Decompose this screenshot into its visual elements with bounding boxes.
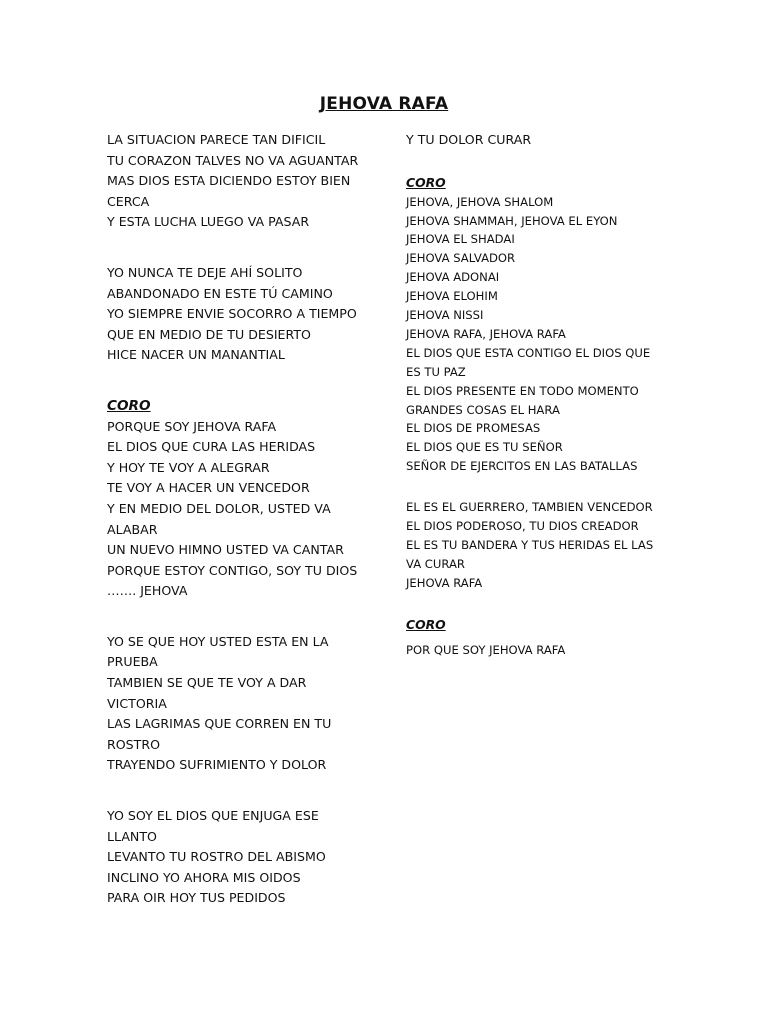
lyric-line: Y HOY TE VOY A ALEGRAR [107,459,270,475]
lyric-line: YO SIEMPRE ENVIE SOCORRO A TIEMPO [107,306,357,322]
lyric-line: JEHOVA RAFA [406,575,483,590]
lyric-line: YO SE QUE HOY USTED ESTA EN LA PRUEBA [107,633,329,670]
lyric-line: EL DIOS QUE ES TU SEÑOR [406,440,563,455]
lyric-line: PARA OIR HOY TUS PEDIDOS [107,890,286,906]
verse-block [107,632,365,776]
chorus-heading: CORO [107,397,151,414]
lyric-line: Y TU DOLOR CURAR [406,132,532,147]
right-column [406,130,668,660]
lyric-line: HICE NACER UN MANANTIAL [107,347,285,363]
lyric-line: JEHOVA EL SHADAI [406,232,515,247]
lyric-line: MAS DIOS ESTA DICIENDO ESTOY BIEN CERCA [107,173,351,209]
lyric-line: PORQUE ESTOY CONTIGO, SOY TU DIOS [107,562,358,578]
lyric-line: JEHOVA, JEHOVA SHALOM [406,194,554,209]
lyric-line: QUE EN MEDIO DE TU DESIERTO [107,326,311,342]
verse-block [107,130,365,233]
page-title: JEHOVA RAFA [319,94,449,114]
lyric-line: LA SITUACION PARECE TAN DIFICIL [107,132,326,147]
lyric-line: EL ES TU BANDERA Y TUS HERIDAS EL LAS VA CURAR [406,538,654,571]
lyric-line: JEHOVA RAFA, JEHOVA RAFA [406,326,566,341]
lyric-line: TAMBIEN SE QUE TE VOY A DAR VICTORIA [107,675,307,711]
lyric-line: TE VOY A HACER UN VENCEDOR [107,480,310,496]
lyric-line: LEVANTO TU ROSTRO DEL ABISMO [107,849,326,865]
chorus-heading: CORO [406,174,446,190]
lyric-line: JEHOVA SALVADOR [406,251,516,266]
lyric-line: Y ESTA LUCHA LUEGO VA PASAR [107,214,310,230]
lyric-line: JEHOVA ELOHIM [406,289,498,304]
lyric-line: GRANDES COSAS EL HARA [406,402,560,417]
lyric-line: LAS LAGRIMAS QUE CORREN EN TU ROSTRO [107,716,332,752]
lyric-line: YO NUNCA TE DEJE AHÍ SOLITO [107,264,303,280]
lyric-line: EL DIOS QUE CURA LAS HERIDAS [107,439,316,455]
verse-block [107,263,365,366]
lyric-line: EL DIOS PRESENTE EN TODO MOMENTO [406,383,639,398]
lyric-line: TRAYENDO SUFRIMIENTO Y DOLOR [107,757,327,773]
lyric-line: EL DIOS DE PROMESAS [406,421,541,436]
lyric-line: YO SOY EL DIOS QUE ENJUGA ESE LLANTO [107,808,319,844]
chorus-block [107,417,365,602]
lyric-line: ……. JEHOVA [107,583,188,599]
chorus-heading: CORO [406,616,446,632]
lyric-line: EL ES EL GUERRERO, TAMBIEN VENCEDOR [406,500,653,515]
lyric-line: ABANDONADO EN ESTE TÚ CAMINO [107,285,333,301]
final-block [406,641,668,660]
lyric-line: EL DIOS QUE ESTA CONTIGO EL DIOS QUE ES TU PAZ [406,345,651,379]
lyric-line: SEÑOR DE EJERCITOS EN LAS BATALLAS [406,459,638,474]
lyric-line: TU CORAZON TALVES NO VA AGUANTAR [107,152,359,168]
left-column [107,130,365,909]
chorus-block [406,193,668,477]
lyric-line: JEHOVA ADONAI [406,270,500,285]
lyric-line: INCLINO YO AHORA MIS OIDOS [107,869,301,885]
lyric-line: POR QUE SOY JEHOVA RAFA [406,642,566,657]
lyric-line: Y EN MEDIO DEL DOLOR, USTED VA ALABAR [107,500,331,537]
verse-block [107,806,365,909]
lyric-line: JEHOVA NISSI [406,308,484,323]
lyric-line: JEHOVA SHAMMAH, JEHOVA EL EYON [406,213,618,228]
lyric-line: UN NUEVO HIMNO USTED VA CANTAR [107,542,344,558]
lyric-line: EL DIOS PODEROSO, TU DIOS CREADOR [406,519,639,534]
verse-block [406,498,668,593]
lyric-line: PORQUE SOY JEHOVA RAFA [107,418,277,434]
verse-block [406,130,668,151]
